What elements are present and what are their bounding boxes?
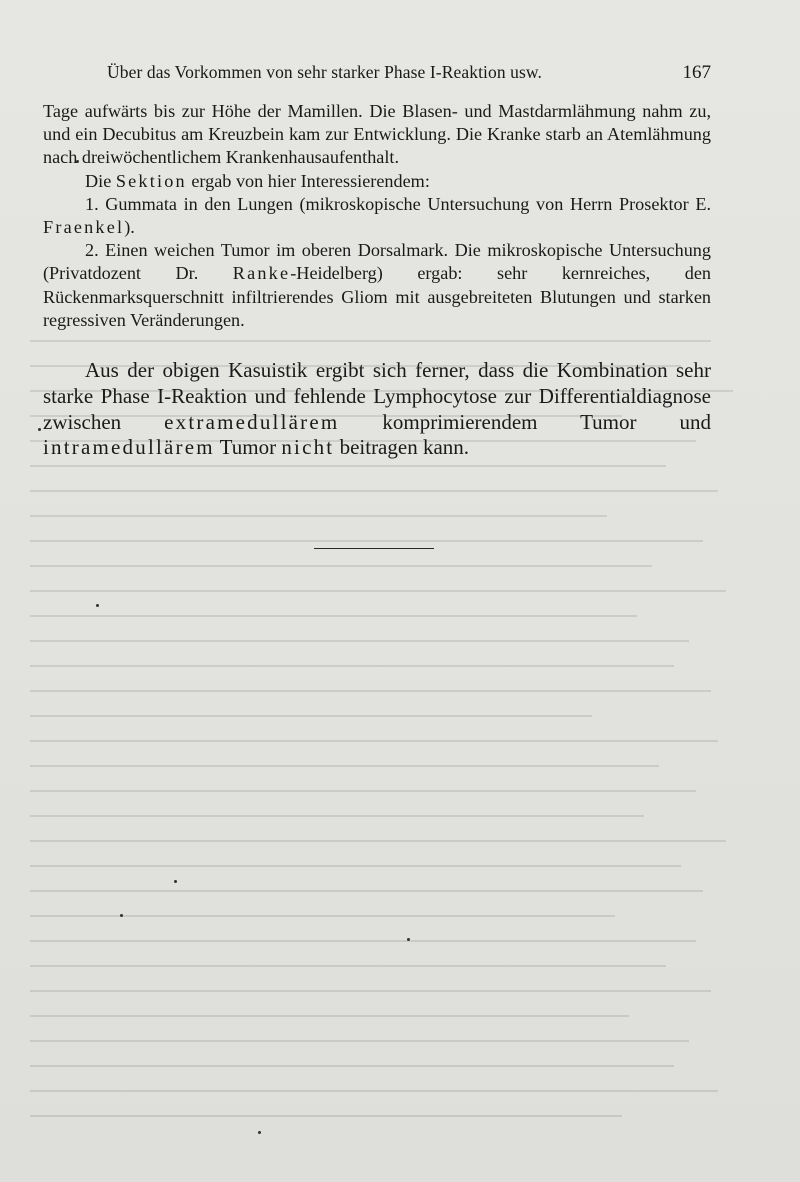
section-prefix: Die (85, 170, 116, 191)
page-number: 167 (682, 62, 711, 83)
section-word: Sektion (115, 170, 187, 191)
conclusion-paragraph (43, 358, 711, 461)
finding-1-name: Fraenkel (43, 217, 125, 238)
conclusion-part-2: komprimierendem Tumor und (339, 409, 711, 434)
bleed-through-texture (30, 340, 770, 1170)
section-divider (314, 548, 434, 549)
conclusion-emphasis-1: extramedullärem (164, 409, 340, 434)
paragraph-course-text: Tage aufwärts bis zur Höhe der Mamillen. Die Blasen- und Mastdarmlähmung nahm zu, und ein Decubitus am Kreuzbein kam zur Entwicklung. Die Kranke starb an Atemlähmung nach dreiwöchentlichem Krankenhausaufenthalt. (43, 101, 711, 168)
conclusion-part-1: Aus der obigen Kasuistik ergibt sich ferner, dass die Kombination sehr starke Phase I-Reaktion und fehlende Lymphocytose zur Differentialdiagnose zwischen (43, 358, 711, 434)
section-rest: ergab von hier Interessierendem: (186, 170, 430, 191)
ink-speck (120, 914, 123, 917)
conclusion-emphasis-2: intramedullärem (43, 435, 215, 460)
paragraph-course (43, 100, 711, 170)
running-header (107, 62, 711, 90)
conclusion-part-3: Tumor (214, 435, 282, 460)
ink-speck (407, 938, 410, 941)
ink-speck (174, 880, 177, 883)
finding-1-end: ). (124, 217, 135, 238)
case-report-text (43, 100, 711, 332)
finding-2-text: 2. Einen weichen Tumor im oberen Dorsalmark. Die mikroskopische Untersuchung (Privatdozent Dr. (43, 240, 711, 284)
finding-1-text: 1. Gummata in den Lungen (mikroskopische Untersuchung von Herrn Prosektor E. (85, 193, 711, 214)
conclusion-part-4: beitragen kann. (334, 435, 470, 460)
ink-speck (96, 604, 99, 607)
ink-speck (38, 428, 41, 431)
ink-speck (258, 1131, 261, 1134)
conclusion-emphasis-3: nicht (281, 435, 335, 460)
finding-2-name: Ranke (232, 263, 291, 284)
finding-item-1 (43, 193, 711, 239)
finding-item-2 (43, 239, 711, 332)
running-title: Über das Vorkommen von sehr starker Phase I-Reaktion usw. (107, 62, 543, 82)
finding-2-end: -Heidelberg) ergab: sehr kernreiches, den Rückenmarksquerschnitt infiltrierendes Gliom mit ausgebreiteten Blutungen und starken regressiven Veränderungen. (43, 263, 711, 330)
paragraph-section (43, 170, 711, 193)
